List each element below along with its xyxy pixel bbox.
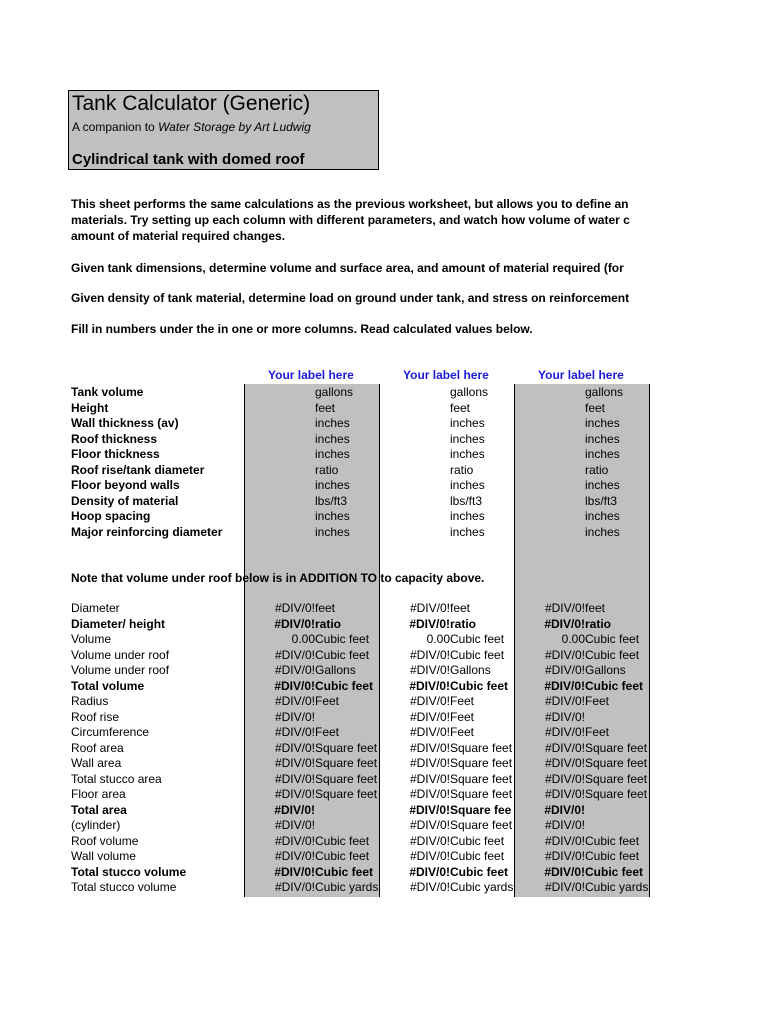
result-value: #DIV/0! bbox=[409, 818, 450, 832]
input-unit: inches bbox=[315, 478, 350, 492]
result-unit: Gallons bbox=[450, 663, 491, 677]
result-value: #DIV/0! bbox=[409, 833, 450, 848]
input-unit: inches bbox=[585, 447, 620, 461]
result-label: Diameter/ height bbox=[71, 616, 166, 631]
result-value: #DIV/0! bbox=[409, 849, 450, 863]
result-value: #DIV/0! bbox=[409, 864, 450, 879]
result-value: 0.00 bbox=[291, 632, 315, 646]
input-unit: lbs/ft3 bbox=[450, 493, 483, 508]
result-unit: Cubic feet bbox=[585, 849, 640, 863]
input-label: Roof rise/tank diameter bbox=[71, 462, 205, 477]
result-value: #DIV/0! bbox=[544, 616, 585, 631]
result-value: #DIV/0! bbox=[544, 802, 585, 817]
result-value: #DIV/0! bbox=[409, 740, 450, 755]
result-value: #DIV/0! bbox=[274, 833, 315, 848]
result-label: (cylinder) bbox=[71, 818, 121, 832]
result-unit: Cubic feet bbox=[315, 632, 370, 646]
result-value: #DIV/0! bbox=[274, 864, 315, 879]
input-label: Wall thickness (av) bbox=[71, 416, 179, 430]
subtitle-work: Water Storage by Art Ludwig bbox=[158, 120, 311, 134]
input-unit: inches bbox=[585, 416, 620, 430]
result-value: #DIV/0! bbox=[274, 771, 315, 786]
result-value: #DIV/0! bbox=[409, 709, 450, 724]
result-unit: Cubic feet bbox=[585, 864, 644, 879]
title-box bbox=[68, 90, 379, 170]
result-unit: Cubic feet bbox=[450, 864, 509, 879]
result-unit: Feet bbox=[585, 694, 610, 708]
input-unit: inches bbox=[585, 431, 620, 446]
result-value: #DIV/0! bbox=[544, 709, 585, 724]
result-label: Total area bbox=[71, 802, 127, 817]
result-unit: Square feet bbox=[585, 787, 648, 801]
result-value: #DIV/0! bbox=[544, 694, 585, 708]
result-unit: Feet bbox=[450, 709, 475, 724]
result-value: #DIV/0! bbox=[274, 601, 315, 615]
input-label: Floor beyond walls bbox=[71, 478, 180, 492]
result-value: #DIV/0! bbox=[544, 647, 585, 662]
input-unit: inches bbox=[315, 416, 350, 430]
input-unit: inches bbox=[315, 447, 350, 461]
section-title: Cylindrical tank with domed roof bbox=[72, 151, 305, 168]
result-unit: Cubic feet bbox=[315, 864, 374, 879]
result-value: #DIV/0! bbox=[544, 725, 585, 739]
result-label: Roof volume bbox=[71, 833, 139, 848]
result-unit: Cubic feet bbox=[450, 833, 505, 848]
result-value: #DIV/0! bbox=[544, 787, 585, 801]
result-label: Total stucco volume bbox=[71, 864, 187, 879]
input-unit: gallons bbox=[450, 385, 489, 399]
input-unit: feet bbox=[315, 400, 336, 415]
result-unit: Square feet bbox=[315, 740, 378, 755]
result-value: #DIV/0! bbox=[409, 601, 450, 615]
result-label: Volume under roof bbox=[71, 647, 170, 662]
result-label: Wall area bbox=[71, 756, 122, 770]
input-unit: inches bbox=[585, 524, 620, 539]
input-unit: inches bbox=[585, 509, 620, 523]
input-unit: lbs/ft3 bbox=[585, 493, 618, 508]
input-unit: inches bbox=[450, 447, 485, 461]
result-unit: ratio bbox=[450, 616, 477, 631]
result-unit: Square fee bbox=[450, 802, 512, 817]
result-value: #DIV/0! bbox=[409, 771, 450, 786]
intro-dimensions: Given tank dimensions, determine volume and surface area, and amount of material required (for bbox=[71, 261, 624, 275]
result-value: #DIV/0! bbox=[274, 663, 315, 677]
result-value: #DIV/0! bbox=[409, 787, 450, 801]
result-unit: Feet bbox=[585, 725, 610, 739]
result-unit: Cubic feet bbox=[585, 833, 640, 848]
input-unit: feet bbox=[450, 400, 471, 415]
result-unit: Cubic feet bbox=[585, 647, 640, 662]
intro-line-2: materials. Try setting up each column with different parameters, and watch how volume of water c bbox=[71, 213, 630, 227]
result-value: #DIV/0! bbox=[544, 880, 585, 894]
result-value: #DIV/0! bbox=[274, 694, 315, 708]
result-value: #DIV/0! bbox=[274, 647, 315, 662]
result-unit: Square feet bbox=[315, 771, 378, 786]
input-label: Tank volume bbox=[71, 385, 144, 399]
result-unit: ratio bbox=[315, 616, 342, 631]
result-label: Wall volume bbox=[71, 849, 136, 863]
result-unit: Square feet bbox=[450, 787, 513, 801]
result-unit: Feet bbox=[315, 694, 340, 708]
result-value: #DIV/0! bbox=[409, 663, 450, 677]
result-unit: Square feet bbox=[315, 787, 378, 801]
result-unit: Square feet bbox=[585, 771, 648, 786]
result-value: #DIV/0! bbox=[409, 880, 450, 894]
page-title: Tank Calculator (Generic) bbox=[72, 92, 311, 115]
input-unit: gallons bbox=[585, 385, 624, 399]
result-label: Total volume bbox=[71, 678, 145, 693]
result-unit: feet bbox=[315, 601, 336, 615]
result-unit: Cubic feet bbox=[585, 632, 640, 646]
column-border bbox=[514, 384, 515, 897]
result-unit: Cubic feet bbox=[450, 647, 505, 662]
input-unit: inches bbox=[450, 478, 485, 492]
result-value: #DIV/0! bbox=[544, 849, 585, 863]
intro-line-3: amount of material required changes. bbox=[71, 229, 286, 243]
result-value: #DIV/0! bbox=[274, 616, 315, 631]
input-unit: inches bbox=[315, 524, 350, 539]
result-unit: Cubic feet bbox=[315, 678, 374, 693]
result-unit: feet bbox=[585, 601, 606, 615]
result-value: 0.00 bbox=[426, 632, 450, 646]
result-unit: Gallons bbox=[315, 663, 356, 677]
result-value: #DIV/0! bbox=[544, 663, 585, 677]
result-unit: Square feet bbox=[315, 756, 378, 770]
result-value: #DIV/0! bbox=[274, 725, 315, 739]
result-unit: Feet bbox=[450, 694, 475, 708]
result-unit: Cubic yards bbox=[585, 880, 649, 894]
result-value: #DIV/0! bbox=[544, 756, 585, 770]
result-unit: Cubic yards bbox=[450, 880, 514, 894]
result-unit: Cubic feet bbox=[450, 632, 505, 646]
result-value: #DIV/0! bbox=[409, 802, 450, 817]
result-label: Roof rise bbox=[71, 709, 120, 724]
result-value: #DIV/0! bbox=[409, 694, 450, 708]
result-value: #DIV/0! bbox=[409, 616, 450, 631]
result-value: #DIV/0! bbox=[544, 771, 585, 786]
column-border bbox=[244, 384, 245, 897]
input-unit: inches bbox=[450, 524, 485, 539]
input-unit: gallons bbox=[315, 385, 354, 399]
input-unit: ratio bbox=[315, 462, 339, 477]
result-unit: Cubic yards bbox=[315, 880, 379, 894]
result-unit: Square feet bbox=[585, 740, 648, 755]
column-header[interactable]: Your label here bbox=[403, 368, 489, 382]
result-unit: feet bbox=[450, 601, 471, 615]
result-unit: Square feet bbox=[450, 771, 513, 786]
result-unit: Cubic feet bbox=[315, 833, 370, 848]
result-value: #DIV/0! bbox=[544, 818, 585, 832]
intro-density: Given density of tank material, determine load on ground under tank, and stress on reinforcement bbox=[71, 291, 630, 305]
result-unit: ratio bbox=[585, 616, 612, 631]
result-value: #DIV/0! bbox=[274, 756, 315, 770]
result-label: Volume bbox=[71, 632, 112, 646]
input-unit: inches bbox=[450, 431, 485, 446]
result-label: Total stucco area bbox=[71, 771, 162, 786]
volume-note: Note that volume under roof below is in ADDITION TO to capacity above. bbox=[71, 571, 485, 585]
input-unit: inches bbox=[315, 509, 350, 523]
result-value: #DIV/0! bbox=[544, 678, 585, 693]
result-unit: Cubic feet bbox=[315, 849, 370, 863]
intro-line-1: This sheet performs the same calculations as the previous worksheet, but allows you to define an bbox=[71, 197, 629, 211]
input-label: Hoop spacing bbox=[71, 509, 151, 523]
result-unit: Cubic feet bbox=[315, 647, 370, 662]
result-label: Circumference bbox=[71, 725, 150, 739]
result-label: Volume under roof bbox=[71, 663, 170, 677]
input-unit: ratio bbox=[585, 462, 609, 477]
result-value: #DIV/0! bbox=[544, 740, 585, 755]
result-label: Radius bbox=[71, 694, 109, 708]
result-unit: Cubic feet bbox=[450, 678, 509, 693]
result-value: 0.00 bbox=[561, 632, 585, 646]
result-value: #DIV/0! bbox=[409, 756, 450, 770]
result-value: #DIV/0! bbox=[409, 678, 450, 693]
result-label: Total stucco volume bbox=[71, 880, 177, 894]
result-value: #DIV/0! bbox=[274, 802, 315, 817]
result-value: #DIV/0! bbox=[274, 787, 315, 801]
input-label: Height bbox=[71, 400, 109, 415]
input-unit: inches bbox=[315, 431, 350, 446]
input-label: Density of material bbox=[71, 493, 179, 508]
input-unit: inches bbox=[450, 416, 485, 430]
column-border bbox=[649, 384, 650, 897]
result-unit: Cubic feet bbox=[585, 678, 644, 693]
page-subtitle bbox=[72, 120, 311, 134]
result-value: #DIV/0! bbox=[409, 725, 450, 739]
result-unit: Square feet bbox=[450, 818, 513, 832]
column-header[interactable]: Your label here bbox=[538, 368, 624, 382]
result-unit: Square feet bbox=[450, 756, 513, 770]
result-label: Diameter bbox=[71, 601, 120, 615]
result-value: #DIV/0! bbox=[274, 849, 315, 863]
intro-instructions: Fill in numbers under the in one or more columns. Read calculated values below. bbox=[71, 322, 533, 336]
result-value: #DIV/0! bbox=[274, 880, 315, 894]
result-unit: Feet bbox=[450, 725, 475, 739]
subtitle-prefix: A companion to bbox=[72, 120, 159, 134]
input-unit: inches bbox=[450, 509, 485, 523]
input-unit: inches bbox=[585, 478, 620, 492]
result-value: #DIV/0! bbox=[544, 833, 585, 848]
result-value: #DIV/0! bbox=[409, 647, 450, 662]
result-unit: Square feet bbox=[585, 756, 648, 770]
result-label: Roof area bbox=[71, 740, 124, 755]
result-unit: Feet bbox=[315, 725, 340, 739]
column-header[interactable]: Your label here bbox=[268, 368, 354, 382]
result-unit: Gallons bbox=[585, 663, 626, 677]
input-label: Floor thickness bbox=[71, 447, 160, 461]
input-unit: ratio bbox=[450, 462, 474, 477]
input-label: Roof thickness bbox=[71, 431, 158, 446]
result-value: #DIV/0! bbox=[274, 709, 315, 724]
result-value: #DIV/0! bbox=[544, 601, 585, 615]
result-label: Floor area bbox=[71, 787, 126, 801]
result-value: #DIV/0! bbox=[544, 864, 585, 879]
result-value: #DIV/0! bbox=[274, 678, 315, 693]
result-unit: Cubic feet bbox=[450, 849, 505, 863]
column-border bbox=[379, 384, 380, 897]
input-unit: lbs/ft3 bbox=[315, 493, 348, 508]
input-unit: feet bbox=[585, 400, 606, 415]
input-label: Major reinforcing diameter bbox=[71, 524, 223, 539]
result-value: #DIV/0! bbox=[274, 740, 315, 755]
result-value: #DIV/0! bbox=[274, 818, 315, 832]
result-unit: Square feet bbox=[450, 740, 513, 755]
